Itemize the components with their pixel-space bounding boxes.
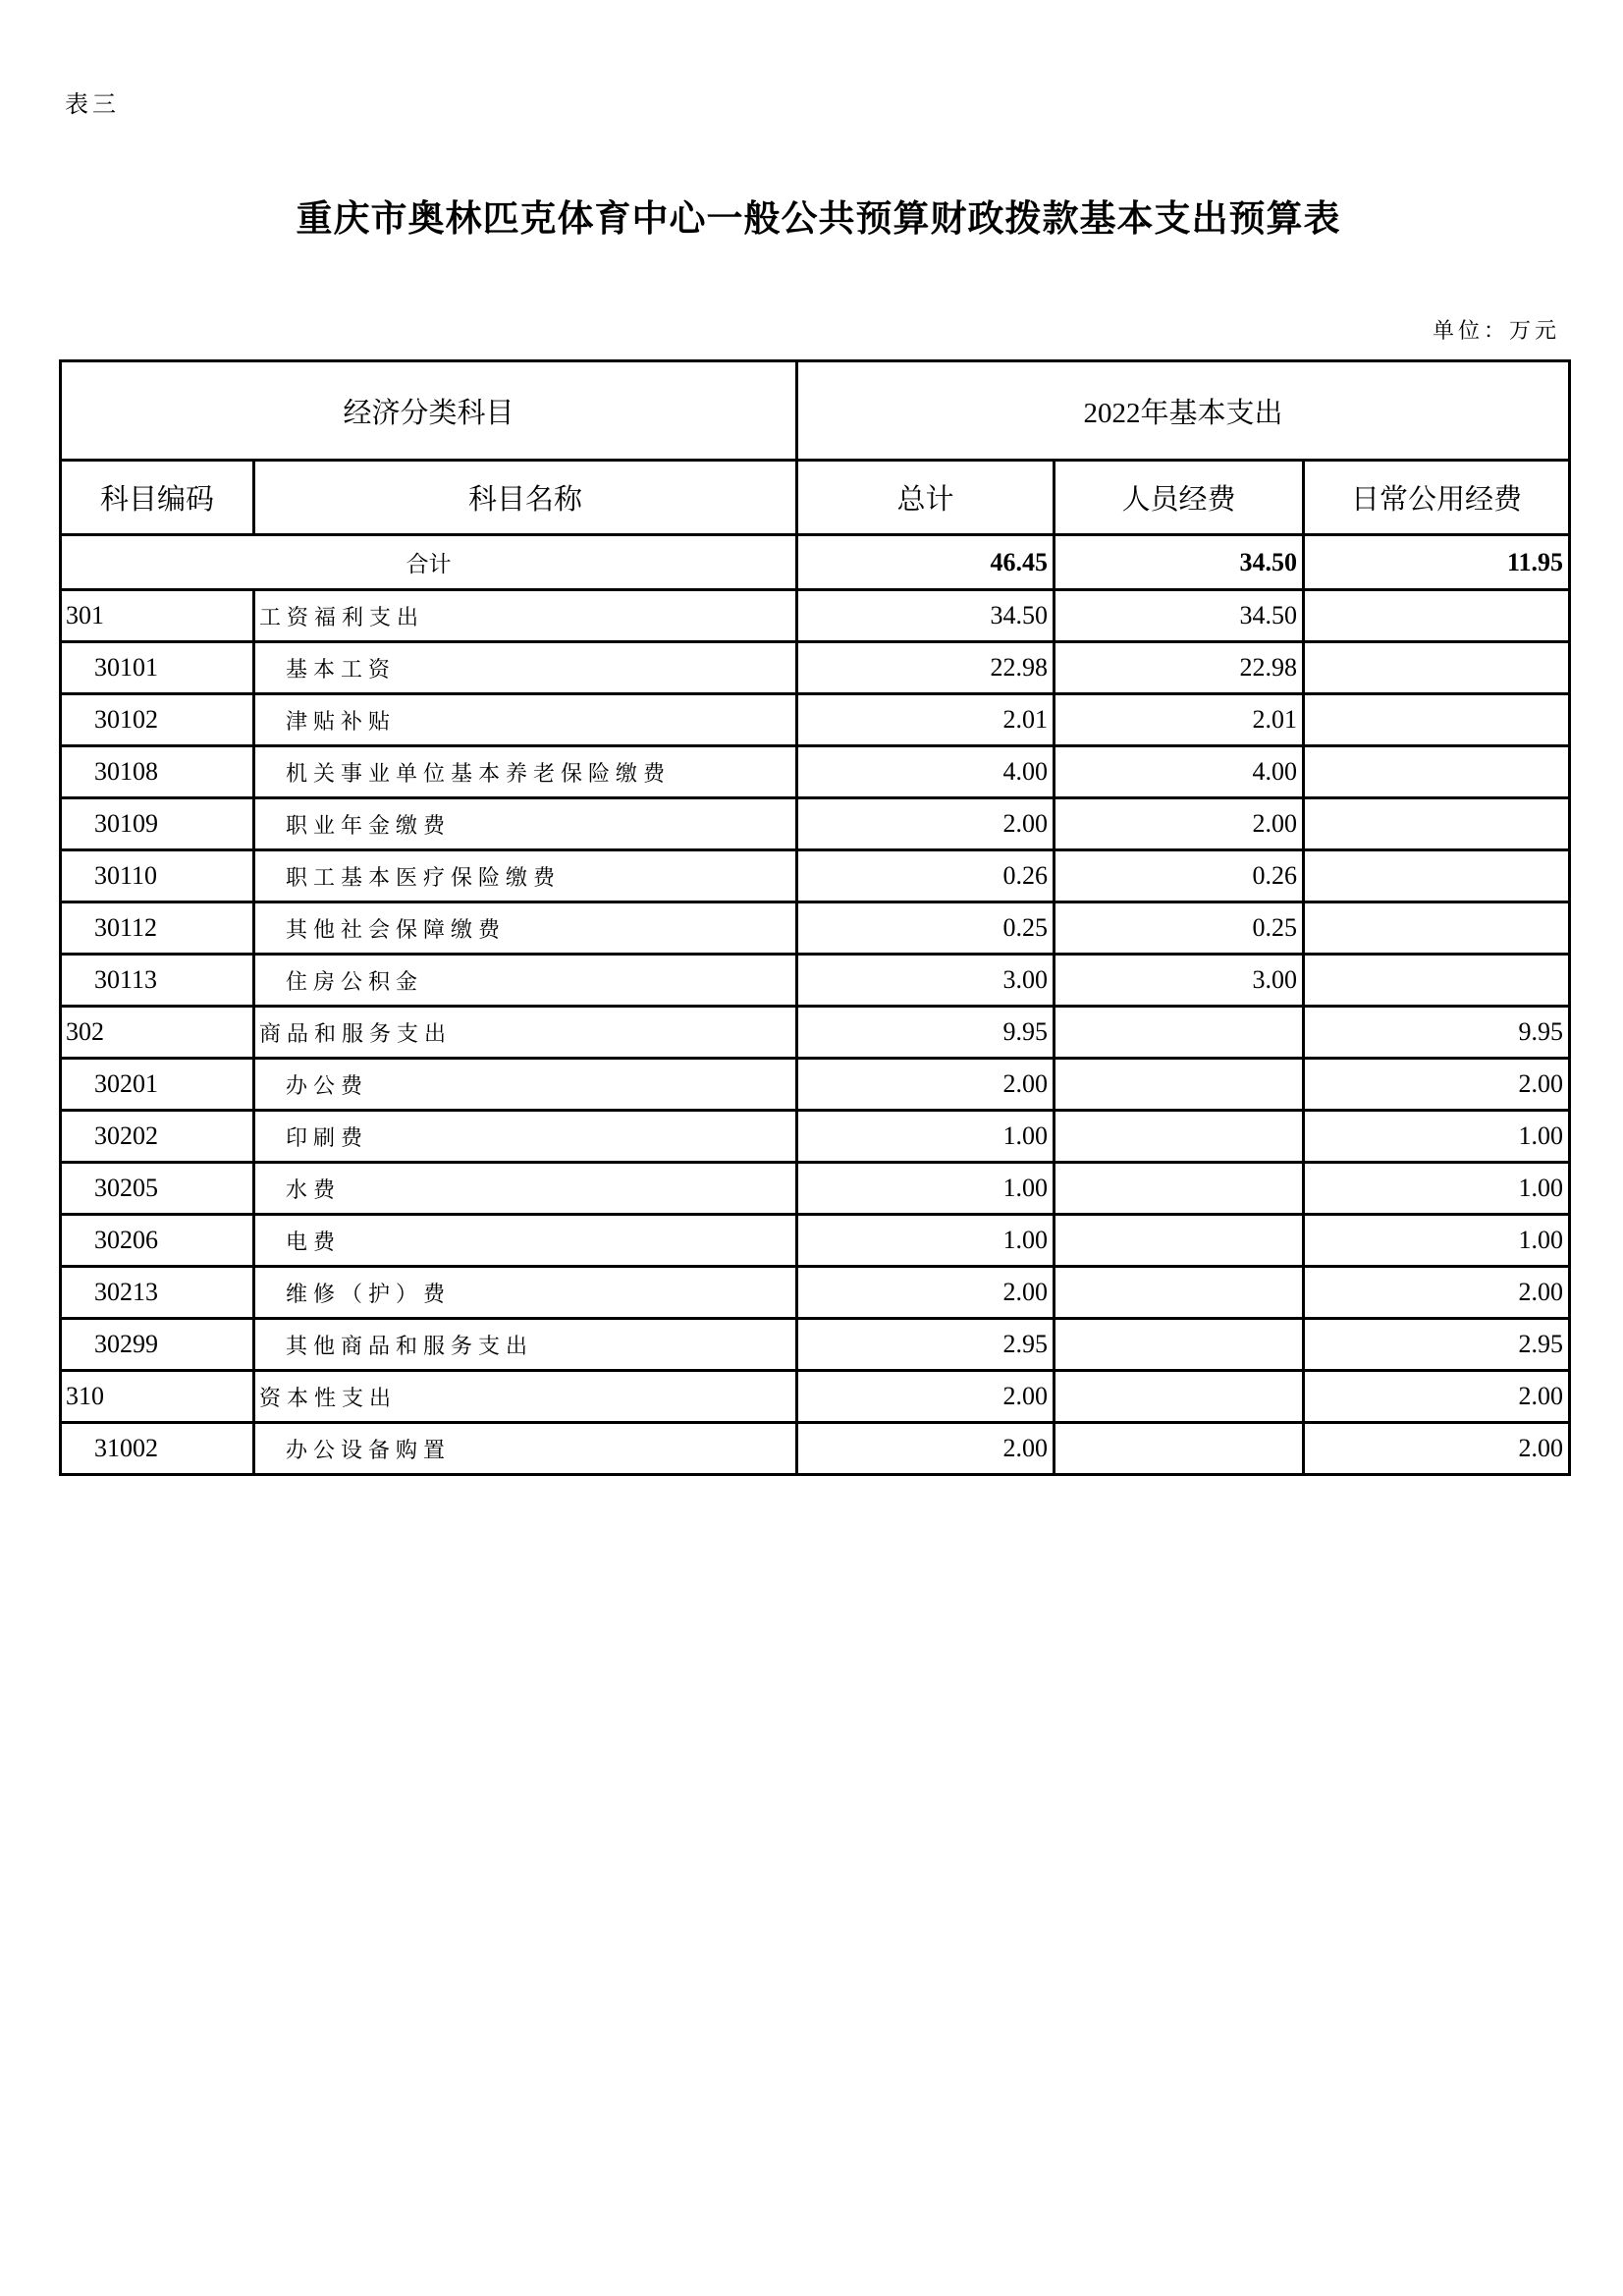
row-personnel: 4.00 (1055, 746, 1304, 798)
row-name: 印刷费 (254, 1111, 797, 1163)
row-public (1304, 694, 1570, 746)
row-personnel: 0.26 (1055, 850, 1304, 902)
table-row (61, 902, 1570, 955)
table-number-label: 表三 (65, 90, 120, 118)
row-code: 30299 (61, 1319, 254, 1371)
row-code: 30202 (61, 1111, 254, 1163)
row-personnel: 34.50 (1055, 590, 1304, 642)
row-personnel (1055, 1215, 1304, 1267)
row-code: 31002 (61, 1423, 254, 1475)
row-name: 工资福利支出 (254, 590, 797, 642)
row-public: 1.00 (1304, 1111, 1570, 1163)
row-public: 2.00 (1304, 1267, 1570, 1319)
table-row (61, 1371, 1570, 1423)
header-code: 科目编码 (61, 461, 254, 535)
table-row (61, 1215, 1570, 1267)
row-personnel (1055, 1371, 1304, 1423)
row-code: 301 (61, 590, 254, 642)
row-code: 302 (61, 1007, 254, 1059)
sum-personnel: 34.50 (1055, 535, 1304, 590)
row-name: 其他商品和服务支出 (254, 1319, 797, 1371)
row-code: 30101 (61, 642, 254, 694)
table-row (61, 1163, 1570, 1215)
page-title: 重庆市奥林匹克体育中心一般公共预算财政拨款基本支出预算表 (296, 196, 1341, 240)
row-name: 津贴补贴 (254, 694, 797, 746)
row-public: 1.00 (1304, 1215, 1570, 1267)
row-total: 0.26 (797, 850, 1055, 902)
row-total: 2.00 (797, 1267, 1055, 1319)
row-public (1304, 955, 1570, 1007)
header-2022-basic-expenditure (797, 361, 1570, 461)
row-code: 310 (61, 1371, 254, 1423)
row-public (1304, 902, 1570, 955)
row-total: 9.95 (797, 1007, 1055, 1059)
row-total: 2.95 (797, 1319, 1055, 1371)
row-public (1304, 746, 1570, 798)
row-code: 30201 (61, 1059, 254, 1111)
row-code: 30110 (61, 850, 254, 902)
row-name: 维修（护）费 (254, 1267, 797, 1319)
row-code: 30113 (61, 955, 254, 1007)
header-row-group (61, 361, 1570, 461)
header-year: 2022 (1083, 397, 1141, 429)
row-code: 30102 (61, 694, 254, 746)
row-name: 商品和服务支出 (254, 1007, 797, 1059)
row-public: 2.95 (1304, 1319, 1570, 1371)
row-total: 4.00 (797, 746, 1055, 798)
row-personnel: 0.25 (1055, 902, 1304, 955)
row-personnel: 2.00 (1055, 798, 1304, 850)
row-personnel (1055, 1059, 1304, 1111)
row-personnel (1055, 1319, 1304, 1371)
table-row (61, 590, 1570, 642)
row-name: 基本工资 (254, 642, 797, 694)
row-name: 职工基本医疗保险缴费 (254, 850, 797, 902)
row-total: 0.25 (797, 902, 1055, 955)
row-public (1304, 798, 1570, 850)
row-public: 2.00 (1304, 1059, 1570, 1111)
row-personnel (1055, 1007, 1304, 1059)
row-public: 9.95 (1304, 1007, 1570, 1059)
table-row (61, 798, 1570, 850)
table-row (61, 1267, 1570, 1319)
row-code: 30108 (61, 746, 254, 798)
row-total: 1.00 (797, 1111, 1055, 1163)
row-public (1304, 642, 1570, 694)
row-public: 2.00 (1304, 1423, 1570, 1475)
row-public: 2.00 (1304, 1371, 1570, 1423)
row-personnel: 22.98 (1055, 642, 1304, 694)
table-row (61, 955, 1570, 1007)
sum-row (61, 535, 1570, 590)
row-name: 办公设备购置 (254, 1423, 797, 1475)
header-personnel: 人员经费 (1055, 461, 1304, 535)
row-total: 22.98 (797, 642, 1055, 694)
row-personnel (1055, 1111, 1304, 1163)
row-personnel (1055, 1423, 1304, 1475)
budget-table (59, 359, 1571, 1476)
table-row (61, 642, 1570, 694)
row-personnel: 2.01 (1055, 694, 1304, 746)
row-total: 2.00 (797, 1423, 1055, 1475)
table-row (61, 1423, 1570, 1475)
row-code: 30205 (61, 1163, 254, 1215)
table-row (61, 694, 1570, 746)
row-total: 2.00 (797, 1371, 1055, 1423)
table-row (61, 1319, 1570, 1371)
row-total: 34.50 (797, 590, 1055, 642)
row-code: 30109 (61, 798, 254, 850)
row-personnel: 3.00 (1055, 955, 1304, 1007)
row-personnel (1055, 1163, 1304, 1215)
sum-public: 11.95 (1304, 535, 1570, 590)
sum-label: 合计 (61, 535, 797, 590)
row-name: 办公费 (254, 1059, 797, 1111)
table-row (61, 746, 1570, 798)
header-year-suffix: 年基本支出 (1140, 395, 1283, 429)
row-total: 2.01 (797, 694, 1055, 746)
row-personnel (1055, 1267, 1304, 1319)
header-total: 总计 (797, 461, 1055, 535)
header-row-columns (61, 461, 1570, 535)
row-name: 水费 (254, 1163, 797, 1215)
table-row (61, 850, 1570, 902)
row-name: 职业年金缴费 (254, 798, 797, 850)
sum-total: 46.45 (797, 535, 1055, 590)
row-public (1304, 850, 1570, 902)
row-code: 30206 (61, 1215, 254, 1267)
row-total: 1.00 (797, 1163, 1055, 1215)
row-public (1304, 590, 1570, 642)
row-total: 2.00 (797, 798, 1055, 850)
row-total: 3.00 (797, 955, 1055, 1007)
row-code: 30112 (61, 902, 254, 955)
header-economic-classification: 经济分类科目 (61, 361, 797, 461)
table-row (61, 1059, 1570, 1111)
row-public: 1.00 (1304, 1163, 1570, 1215)
row-name: 机关事业单位基本养老保险缴费 (254, 746, 797, 798)
header-name: 科目名称 (254, 461, 797, 535)
header-public: 日常公用经费 (1304, 461, 1570, 535)
row-code: 30213 (61, 1267, 254, 1319)
row-name: 电费 (254, 1215, 797, 1267)
row-total: 1.00 (797, 1215, 1055, 1267)
table-row (61, 1007, 1570, 1059)
row-name: 住房公积金 (254, 955, 797, 1007)
row-name: 资本性支出 (254, 1371, 797, 1423)
unit-label: 单位：万元 (1432, 319, 1560, 344)
row-name: 其他社会保障缴费 (254, 902, 797, 955)
row-total: 2.00 (797, 1059, 1055, 1111)
table-row (61, 1111, 1570, 1163)
